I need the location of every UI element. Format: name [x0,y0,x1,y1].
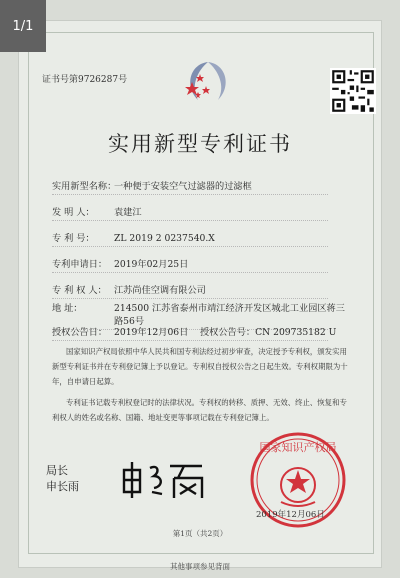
address-row [52,300,345,314]
row-divider [52,194,328,195]
field-label: 授权公告号： [200,327,256,338]
body-paragraph-line: 国家知识产权局依照中华人民共和国专利法经过初步审查，决定授予专利权，颁发实用 [66,347,347,356]
field-label: 专 利 号： [52,233,95,244]
page-counter-badge[interactable]: 1/1 [0,0,46,52]
utility-model-name-row [52,178,252,192]
sign-date: 2019年12月06日 [256,510,325,520]
page-number: 第1页（共2页） [172,529,228,538]
certificate-body [52,344,352,425]
field-value: ZL 2019 2 0237540.X [114,233,215,244]
signatory-title: 局长 [46,464,68,477]
seal-text: 国家知识产权局 [259,441,337,454]
field-value: 袁建江 [114,207,142,218]
field-value: CN 209735182 U [255,327,337,338]
certificate-title: 实用新型专利证书 [108,132,292,156]
body-paragraph-line: 新型专利证书并在专利登记簿上予以登记。专利权自授权公告之日起生效。专利权期限为十 [52,362,348,371]
field-value: 2019年02月25日 [114,259,189,270]
field-label: 地 址： [52,303,83,314]
row-divider [52,272,328,273]
cnipa-emblem-icon [178,56,238,106]
field-label: 专 利 权 人： [52,285,107,296]
field-value: 2019年12月06日 [114,327,189,338]
field-label: 实用新型名称： [52,181,117,192]
back-page-note: 其他事项参见背面 [170,562,230,571]
body-paragraph-line: 年，自申请日起算。 [52,377,119,386]
field-label: 发 明 人： [52,207,95,218]
field-label: 专利申请日： [52,259,108,270]
row-divider [52,220,328,221]
field-value: 江苏尚佳空调有限公司 [114,285,206,296]
field-label: 授权公告日： [52,327,108,338]
inventor-row [52,204,142,218]
row-divider [52,340,328,341]
patentee-row [52,282,206,296]
director-signature [118,458,208,502]
body-paragraph-line: 专利证书记载专利权登记时的法律状况。专利权的转移、质押、无效、终止、恢复和专 [66,398,347,407]
row-divider [52,298,328,299]
qr-code-icon [330,68,376,114]
field-value: 路56号 [114,316,145,327]
certificate-number: 证书号第9726287号 [42,75,128,85]
signatory-name: 申长雨 [46,480,79,493]
body-paragraph-line: 利权人的姓名或名称、国籍、地址变更等事项记载在专利登记簿上。 [52,413,274,422]
field-value: 214500 江苏省泰州市靖江经济开发区城北工业园区蒋三 [114,303,345,314]
grant-row [52,324,188,338]
filing-date-row [52,256,188,270]
grant-number-row [200,324,336,338]
row-divider [52,246,328,247]
field-value: 一种便于安装空气过滤器的过滤框 [114,181,252,192]
patent-number-row [52,230,215,244]
